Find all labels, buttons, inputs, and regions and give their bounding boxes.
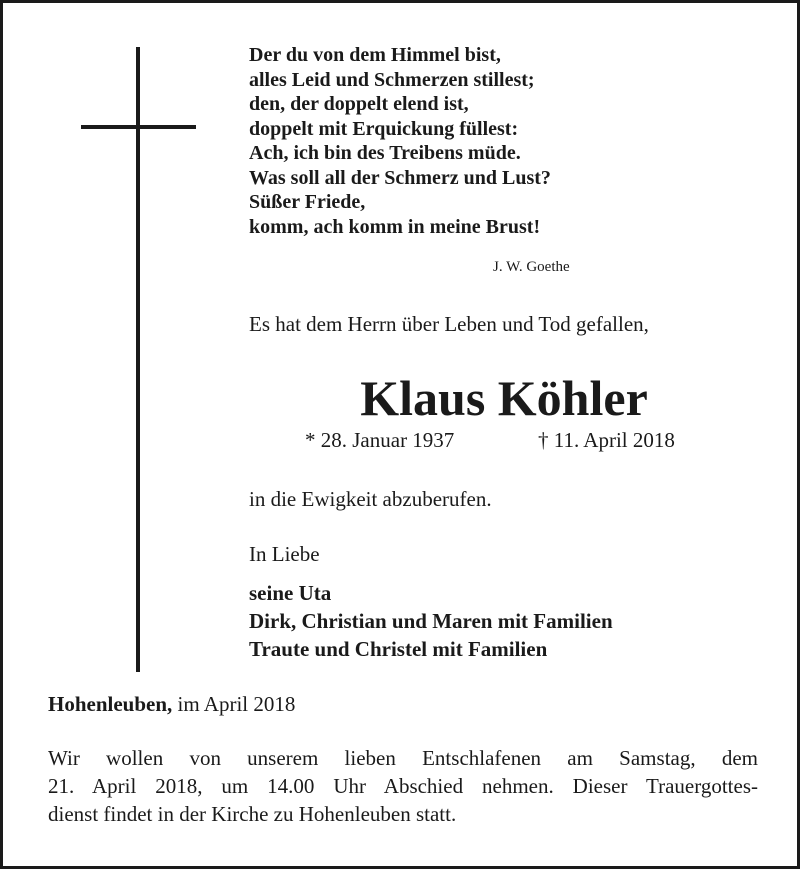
deceased-name: Klaus Köhler <box>360 370 648 426</box>
date: im April 2018 <box>177 692 296 716</box>
mourner-line: Dirk, Christian und Maren mit Familien <box>249 609 613 633</box>
poem <box>249 43 649 239</box>
poem-line: Ach, ich bin des Treibens müde. <box>249 142 521 164</box>
funeral-line: Wir wollen von unserem lieben Entschlafenen am Samstag, dem <box>48 746 758 770</box>
poem-line: komm, ach komm in meine Brust! <box>249 215 541 238</box>
cross-icon-bar <box>81 125 196 129</box>
birth-date: * 28. Januar 1937 <box>305 428 455 452</box>
place: Hohenleuben, <box>48 692 173 716</box>
mourner-line: seine Uta <box>249 581 332 605</box>
cross-icon <box>136 47 140 672</box>
called-text: in die Ewigkeit abzuberufen. <box>249 487 492 511</box>
funeral-info <box>48 744 758 828</box>
poem-line: den, der doppelt elend ist, <box>249 93 469 115</box>
intro-text: Es hat dem Herrn über Leben und Tod gefallen, <box>249 312 649 336</box>
mourner-line: Traute und Christel mit Familien <box>249 637 548 661</box>
poem-line: alles Leid und Schmerzen stillest; <box>249 68 535 91</box>
poem-line: doppelt mit Erquickung füllest: <box>249 117 519 140</box>
poem-line: Was soll all der Schmerz und Lust? <box>249 166 551 189</box>
place-date <box>48 692 295 717</box>
poem-line: Der du von dem Himmel bist, <box>249 44 501 66</box>
in-love-text: In Liebe <box>249 542 320 566</box>
death-date: † 11. April 2018 <box>538 428 675 452</box>
mourners <box>249 579 613 663</box>
poem-author: J. W. Goethe <box>493 259 570 275</box>
poem-line: Süßer Friede, <box>249 191 366 213</box>
funeral-line: dienst findet in der Kirche zu Hohenleuben statt. <box>48 802 457 826</box>
funeral-line: 21. April 2018, um 14.00 Uhr Abschied nehmen. Dieser Trauergottes- <box>48 774 758 798</box>
